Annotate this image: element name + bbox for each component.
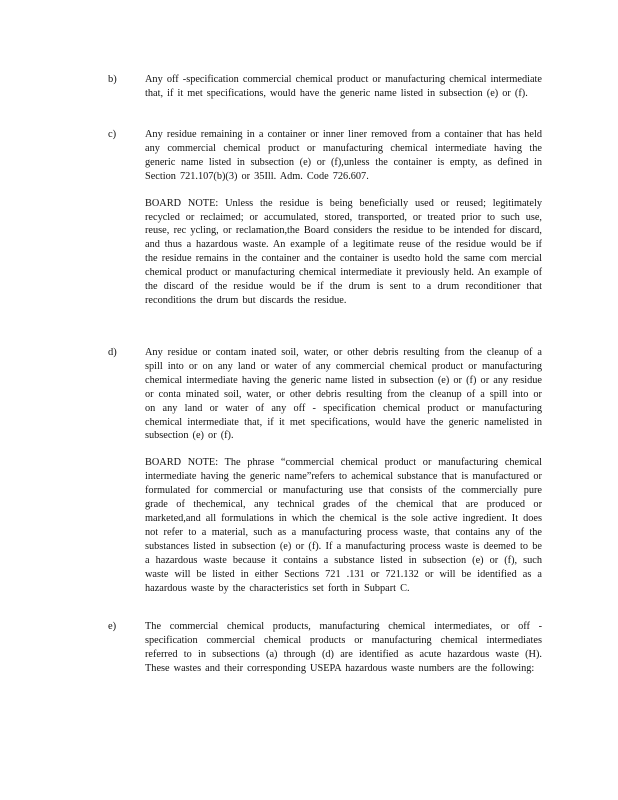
subsection-text xyxy=(145,620,542,676)
subsection-marker: e) xyxy=(108,621,117,632)
subsection-text xyxy=(145,128,542,308)
paragraph: The commercial chemical products, manufacturing chemical intermediates, or off - specification commercial chemical products or manufacturing chemical intermediates referred to in subsections (a) through (d) are identified as acute hazardous waste (H). These wastes and their corresponding USEPA hazardous waste numbers are the following: xyxy=(145,621,542,674)
subsection-marker: d) xyxy=(108,347,117,358)
subsection-text xyxy=(145,346,542,595)
subsection-text xyxy=(145,73,542,101)
paragraph: Any residue or contam inated soil, water, or other debris resulting from the cleanup of a spill into or on any land or water of any commercial chemical product or manufacturing chemical intermediate having the generic name listed in subsection (e) or (f) or any residue or conta minated soil, water, or other debris resulting from the cleanup of a spill into or on any land or water of any off - specification chemical product or manufacturing chemical intermediate that, if it met specifications, would have the generic namelisted in subsection (e) or (f). xyxy=(145,347,542,442)
board-note: BOARD NOTE: The phrase “commercial chemical product or manufacturing chemical intermediate having the generic name”refers to achemical substance that is manufactured or formulated for commercial or manufacturing use that consists of the commercially pure grade of thechemical, any technical grades of the chemical that are produced or marketed,and all formulations in which the chemical is the sole active ingredient. It does not refer to a material, such as a manufacturing process waste, that contains any of the substances listed in subsection (e) or (f). If a manufacturing process waste is deemed to be a hazardous waste because it contains a substance listed in subsection (e) or (f), such waste will be listed in either Sections 721 .131 or 721.132 or will be identified as a hazardous waste by the characteristics set forth in Subpart C. xyxy=(145,457,542,594)
subsection-marker: b) xyxy=(108,74,117,85)
board-note: BOARD NOTE: Unless the residue is being beneficially used or reused; legitimately recycled or reclaimed; or accumulated, stored, transported, or treated prior to such use, reuse, rec ycling, or reclamation,the Board considers the residue to be intended for discard, and thus a hazardous waste. An example of a legitimate reuse of the residue would be if the residue remains in the container and the container is usedto hold the same com mercial chemical product or manufacturing chemical intermediate it previously held. An example of the discard of the residue would be if the drum is sent to a drum reconditioner that reconditions the drum but discards the residue. xyxy=(145,197,542,306)
paragraph: Any residue remaining in a container or inner liner removed from a container that has held any commercial chemical product or manufacturing chemical intermediate having the generic name listed in subsection (e) or (f),unless the container is empty, as defined in Section 721.107(b)(3) or 35Ill. Adm. Code 726.607. xyxy=(145,129,542,182)
subsection-marker: c) xyxy=(108,129,117,140)
paragraph: Any off -specification commercial chemical product or manufacturing chemical intermediate that, if it met specifications, would have the generic name listed in subsection (e) or (f). xyxy=(145,74,542,99)
